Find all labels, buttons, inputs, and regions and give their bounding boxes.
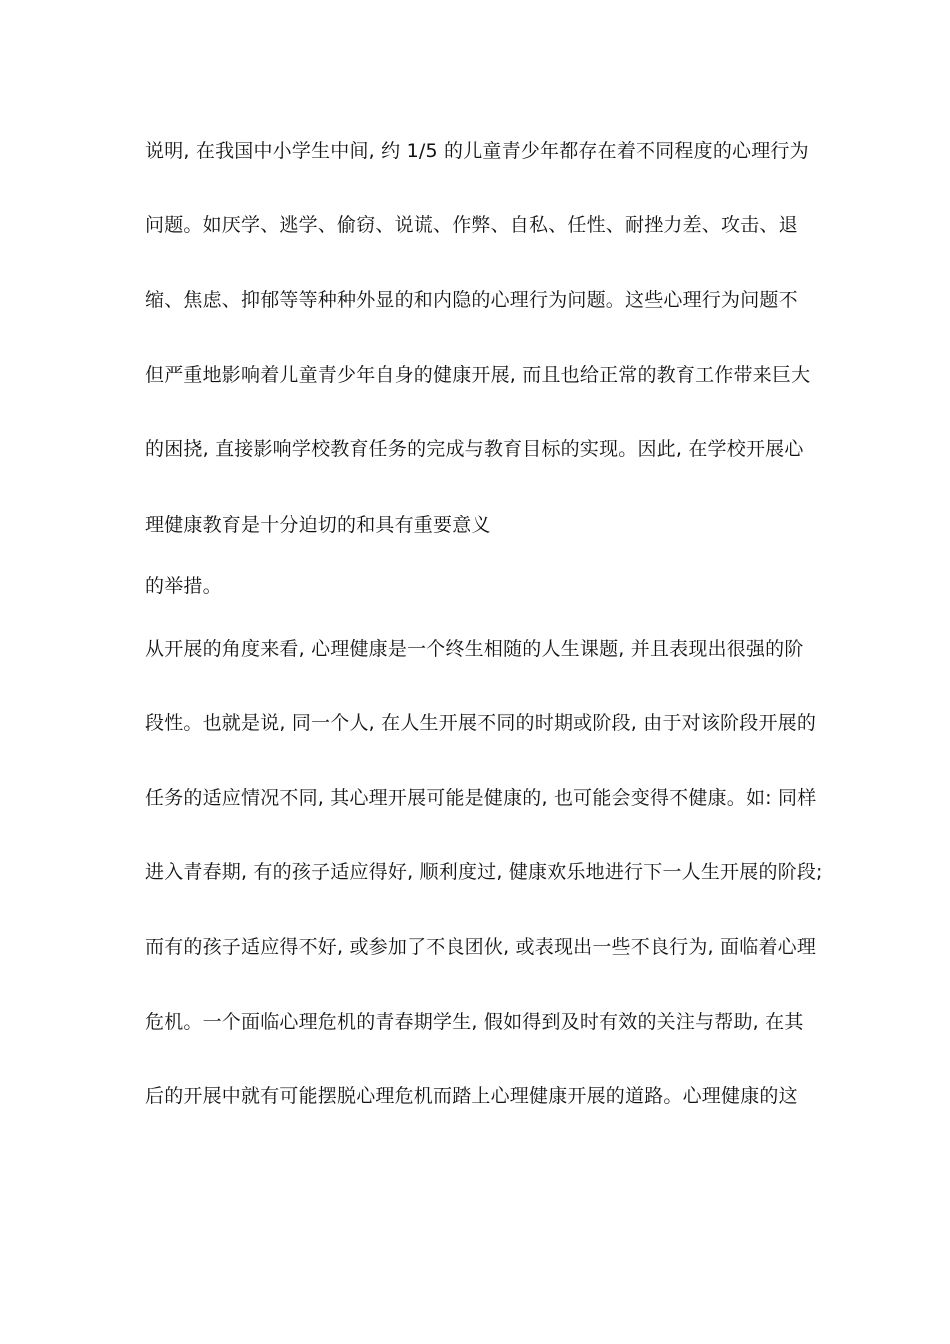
text-line-6: 理健康教育是十分迫切的和具有重要意义	[145, 514, 491, 536]
text-line-3: 缩、焦虑、抑郁等等种种外显的和内隐的心理行为问题。这些心理行为问题不	[145, 289, 798, 311]
text-line-10: 任务的适应情况不同, 其心理开展可能是健康的, 也可能会变得不健康。如: 同样	[145, 787, 817, 809]
text-line-2: 问题。如厌学、逃学、偷窃、说谎、作弊、自私、任性、耐挫力差、攻击、退	[145, 214, 798, 236]
text-line-9: 段性。也就是说, 同一个人, 在人生开展不同的时期或阶段, 由于对该阶段开展的	[145, 712, 817, 734]
text-line-11: 进入青春期, 有的孩子适应得好, 顺利度过, 健康欢乐地进行下一人生开展的阶段;	[145, 861, 823, 883]
text-line-4: 但严重地影响着儿童青少年自身的健康开展, 而且也给正常的教育工作带来巨大	[145, 364, 811, 386]
text-line-1: 说明, 在我国中小学生中间, 约 1/5 的儿童青少年都存在着不同程度的心理行为	[145, 140, 809, 162]
text-line-12: 而有的孩子适应得不好, 或参加了不良团伙, 或表现出一些不良行为, 面临着心理	[145, 936, 817, 958]
text-line-5: 的困挠, 直接影响学校教育任务的完成与教育目标的实现。因此, 在学校开展心	[145, 438, 804, 460]
text-line-8: 从开展的角度来看, 心理健康是一个终生相随的人生课题, 并且表现出很强的阶	[145, 638, 804, 660]
text-line-7: 的举措。	[145, 575, 222, 597]
text-line-13: 危机。一个面临心理危机的青春期学生, 假如得到及时有效的关注与帮助, 在其	[145, 1011, 804, 1033]
text-line-14: 后的开展中就有可能摆脱心理危机而踏上心理健康开展的道路。心理健康的这	[145, 1085, 798, 1107]
